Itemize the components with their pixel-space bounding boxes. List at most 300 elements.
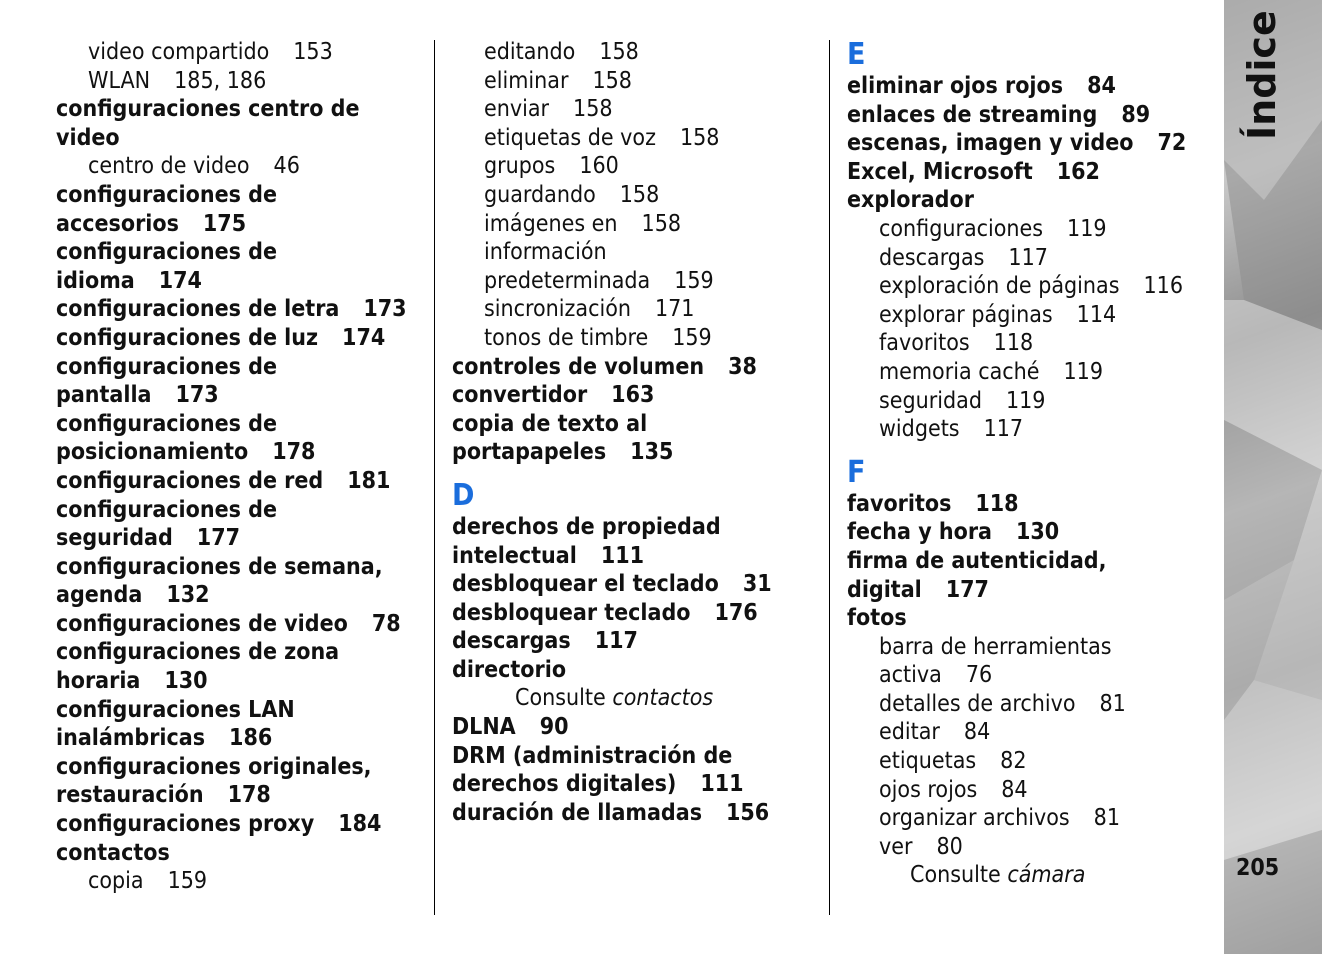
entry-line	[879, 747, 1217, 776]
entry-term: etiquetas de voz	[484, 124, 656, 151]
see-target: contactos	[612, 685, 714, 712]
column-divider	[434, 40, 435, 915]
index-subentry	[452, 67, 822, 96]
entry-pages: 162	[1056, 158, 1100, 185]
index-entry	[56, 295, 426, 324]
index-entry	[452, 599, 822, 628]
entry-pages: 38	[728, 353, 757, 380]
entry-line	[56, 581, 426, 610]
entry-line	[847, 604, 1217, 633]
index-entry	[452, 570, 822, 599]
index-entry	[56, 810, 426, 839]
entry-term: activa	[879, 662, 942, 689]
entry-term: video compartido	[88, 39, 270, 65]
entry-term: derechos de propiedad	[452, 513, 721, 540]
entry-term: predeterminada	[484, 267, 651, 294]
index-entry	[847, 518, 1217, 547]
index-subentry	[847, 804, 1217, 833]
entry-line	[879, 690, 1217, 719]
entry-term: desbloquear el teclado	[452, 571, 719, 598]
entry-term: ojos rojos	[879, 776, 978, 803]
index-subentry	[847, 776, 1217, 805]
entry-term: eliminar ojos rojos	[847, 73, 1064, 99]
entry-pages: 117	[983, 416, 1024, 443]
entry-pages: 84	[1087, 73, 1116, 99]
entry-pages: 117	[1008, 244, 1048, 271]
entry-pages: 118	[993, 330, 1034, 357]
entry-pages: 130	[164, 668, 208, 695]
index-entry	[847, 186, 1217, 215]
index-subentry	[847, 633, 1217, 690]
index-entry	[56, 238, 426, 295]
index-subentry	[56, 38, 426, 67]
index-subentry	[56, 152, 426, 181]
entry-term: favoritos	[847, 490, 952, 517]
entry-term: descargas	[452, 628, 571, 655]
entry-pages: 132	[166, 582, 210, 609]
entry-term: duración de llamadas	[452, 799, 703, 826]
entry-line	[56, 610, 426, 639]
entry-line	[484, 295, 822, 324]
entry-term: fecha y hora	[847, 519, 992, 546]
entry-pages: 84	[1001, 776, 1028, 803]
entry-line	[879, 244, 1217, 273]
entry-term: favoritos	[879, 330, 970, 357]
entry-term: información	[484, 239, 607, 266]
entry-line	[452, 353, 822, 382]
entry-pages: 156	[726, 799, 770, 826]
entry-pages: 80	[936, 833, 963, 860]
index-entry	[56, 467, 426, 496]
entry-term: configuraciones	[879, 215, 1044, 242]
index-entry	[56, 95, 426, 152]
tab-background-pattern	[1224, 0, 1322, 954]
entry-pages: 186	[229, 725, 273, 752]
index-letter-heading: F	[847, 454, 866, 490]
entry-term: editando	[484, 39, 576, 65]
entry-line	[879, 804, 1217, 833]
index-subentry	[847, 244, 1217, 273]
entry-term: seguridad	[879, 387, 982, 414]
section-tab	[1224, 0, 1322, 954]
index-entry	[847, 604, 1217, 633]
index-entry	[847, 490, 1217, 519]
entry-term: configuraciones de	[56, 181, 277, 208]
index-entry	[452, 799, 822, 828]
entry-pages: 175	[202, 210, 247, 237]
entry-line	[56, 667, 426, 696]
entry-pages: 185, 186	[174, 67, 267, 94]
entry-line	[56, 467, 426, 496]
entry-term: configuraciones de	[56, 496, 277, 523]
entry-pages: 177	[196, 525, 240, 552]
entry-pages: 130	[1016, 519, 1060, 546]
entry-line	[56, 295, 426, 324]
entry-term: configuraciones de semana,	[56, 553, 383, 580]
entry-line	[56, 410, 426, 439]
entry-line	[847, 186, 1217, 215]
entry-term: idioma	[56, 267, 135, 294]
entry-line	[56, 124, 426, 153]
entry-pages: 117	[594, 628, 638, 655]
entry-term: descargas	[879, 244, 985, 271]
index-entry	[452, 742, 822, 799]
entry-line	[452, 627, 822, 656]
entry-term: widgets	[879, 416, 960, 443]
entry-line	[56, 553, 426, 582]
entry-line	[484, 95, 822, 124]
entry-line	[879, 633, 1217, 662]
entry-pages: 158	[592, 67, 632, 94]
index-subentry	[847, 272, 1217, 301]
entry-line	[56, 724, 426, 753]
index-subentry	[452, 181, 822, 210]
entry-term: etiquetas	[879, 748, 977, 775]
entry-line	[879, 776, 1217, 805]
entry-term: configuraciones de letra	[56, 296, 340, 323]
entry-term: guardando	[484, 181, 596, 208]
entry-line	[452, 438, 822, 467]
entry-line	[847, 490, 1217, 519]
index-entry	[56, 610, 426, 639]
index-subentry	[452, 210, 822, 239]
entry-pages: 89	[1121, 101, 1151, 128]
entry-pages: 76	[965, 662, 993, 689]
entry-term: digital	[847, 576, 922, 603]
entry-line	[56, 810, 426, 839]
entry-pages: 46	[273, 153, 300, 180]
entry-term: pantalla	[56, 382, 152, 409]
entry-line	[879, 661, 1217, 690]
entry-term: configuraciones de zona	[56, 639, 340, 666]
entry-pages: 173	[175, 382, 219, 409]
entry-pages: 158	[641, 210, 682, 237]
entry-line	[847, 129, 1217, 158]
entry-line	[847, 158, 1217, 187]
entry-line	[88, 867, 426, 896]
entry-term: intelectual	[452, 542, 577, 569]
entry-line	[452, 513, 822, 542]
index-entry	[452, 353, 822, 382]
entry-term: enlaces de streaming	[847, 101, 1098, 128]
entry-pages: 177	[945, 576, 989, 603]
index-subentry	[452, 38, 822, 67]
index-entry	[56, 839, 426, 868]
page-number: 205	[1236, 855, 1280, 881]
entry-pages: 159	[672, 324, 712, 351]
entry-line	[56, 381, 426, 410]
entry-line	[484, 124, 822, 153]
entry-term: Excel, Microsoft	[847, 158, 1033, 185]
entry-pages: 116	[1143, 273, 1184, 300]
entry-pages: 174	[158, 267, 202, 294]
entry-line	[847, 518, 1217, 547]
entry-line	[452, 542, 822, 571]
index-entry	[56, 696, 426, 753]
entry-term: configuraciones LAN	[56, 696, 295, 723]
index-entry	[56, 553, 426, 610]
entry-pages: 135	[630, 439, 674, 466]
entry-pages: 90	[539, 714, 569, 741]
entry-pages: 119	[1067, 215, 1107, 242]
entry-term: detalles de archivo	[879, 690, 1076, 717]
index-entry	[452, 627, 822, 656]
entry-term: copia de texto al	[452, 410, 648, 437]
index-entry	[56, 181, 426, 238]
index-entry	[56, 753, 426, 810]
entry-term: controles de volumen	[452, 353, 705, 380]
index-subentry	[847, 747, 1217, 776]
entry-line	[879, 272, 1217, 301]
index-subentry	[847, 215, 1217, 244]
index-subentry	[452, 124, 822, 153]
entry-term: portapapeles	[452, 439, 607, 466]
entry-line	[879, 415, 1217, 444]
entry-line	[56, 524, 426, 553]
entry-line	[88, 38, 426, 67]
index-entry	[56, 410, 426, 467]
entry-pages: 158	[619, 181, 660, 208]
entry-term: tonos de timbre	[484, 324, 649, 351]
entry-term: enviar	[484, 96, 550, 123]
entry-line	[847, 576, 1217, 605]
entry-term: sincronización	[484, 296, 631, 323]
index-entry	[452, 656, 822, 685]
entry-term: copia	[88, 868, 144, 895]
entry-line	[452, 713, 822, 742]
entry-term: DLNA	[452, 714, 516, 741]
index-subentry	[847, 833, 1217, 862]
entry-pages: 174	[342, 324, 386, 351]
entry-term: configuraciones proxy	[56, 811, 315, 838]
entry-term: accesorios	[56, 210, 179, 237]
entry-pages: 111	[600, 542, 645, 569]
entry-line	[484, 152, 822, 181]
index-entry	[847, 158, 1217, 187]
entry-term: video	[56, 124, 120, 151]
entry-line	[452, 381, 822, 410]
entry-line	[56, 181, 426, 210]
entry-line	[56, 95, 426, 124]
entry-pages: 181	[347, 467, 391, 494]
entry-pages: 153	[293, 39, 333, 65]
entry-line	[847, 101, 1217, 130]
entry-term: fotos	[847, 605, 907, 632]
entry-line	[56, 638, 426, 667]
entry-term: contactos	[56, 839, 170, 866]
entry-pages: 173	[363, 296, 407, 323]
entry-pages: 158	[573, 96, 613, 123]
entry-pages: 78	[371, 610, 401, 637]
index-entry	[56, 496, 426, 553]
entry-pages: 118	[975, 490, 1019, 517]
index-subentry	[56, 867, 426, 896]
index-entry	[847, 72, 1217, 101]
entry-line	[452, 599, 822, 628]
entry-term: configuraciones de	[56, 239, 277, 266]
entry-line	[56, 839, 426, 868]
entry-pages: 82	[1000, 748, 1027, 775]
entry-pages: 158	[679, 124, 720, 151]
see-target: cámara	[1007, 862, 1086, 889]
entry-term: agenda	[56, 582, 143, 609]
entry-line	[484, 181, 822, 210]
entry-pages: 159	[167, 868, 208, 895]
entry-term: eliminar	[484, 67, 569, 94]
entry-pages: 114	[1076, 301, 1117, 328]
entry-term: memoria caché	[879, 358, 1040, 385]
entry-term: firma de autenticidad,	[847, 547, 1107, 574]
index-subentry	[452, 95, 822, 124]
index-entry	[56, 353, 426, 410]
entry-term: convertidor	[452, 382, 588, 409]
entry-line	[56, 353, 426, 382]
entry-term: horaria	[56, 668, 141, 695]
entry-term: configuraciones de	[56, 353, 277, 380]
entry-term: WLAN	[88, 67, 151, 94]
entry-line	[847, 72, 1217, 101]
entry-pages: 171	[654, 296, 695, 323]
entry-term: explorar páginas	[879, 301, 1053, 328]
entry-term: organizar archivos	[879, 805, 1070, 832]
index-subentry	[847, 358, 1217, 387]
entry-line	[484, 210, 822, 239]
index-entry	[847, 129, 1217, 158]
entry-line	[452, 656, 822, 685]
entry-pages: 160	[579, 153, 619, 180]
entry-line	[484, 324, 822, 353]
index-subentry	[847, 329, 1217, 358]
entry-term: escenas, imagen y video	[847, 130, 1134, 157]
index-column-2	[452, 38, 822, 827]
entry-term: configuraciones centro de	[56, 96, 360, 123]
index-letter-heading: D	[452, 477, 475, 513]
see-reference	[847, 861, 1217, 890]
index-subentry	[452, 324, 822, 353]
entry-term: configuraciones de	[56, 410, 277, 437]
entry-line	[879, 329, 1217, 358]
entry-pages: 178	[227, 782, 271, 809]
entry-line	[879, 215, 1217, 244]
entry-line	[56, 238, 426, 267]
index-subentry	[847, 415, 1217, 444]
entry-line	[452, 410, 822, 439]
entry-line	[56, 324, 426, 353]
entry-term: explorador	[847, 187, 974, 214]
column-divider	[829, 40, 830, 915]
entry-pages: 159	[674, 267, 714, 294]
entry-term: seguridad	[56, 525, 173, 552]
index-subentry	[847, 718, 1217, 747]
entry-term: editar	[879, 719, 940, 746]
entry-term: directorio	[452, 656, 567, 683]
entry-line	[879, 358, 1217, 387]
entry-pages: 119	[1063, 358, 1103, 385]
entry-term: DRM (administración de	[452, 742, 733, 769]
index-entry	[452, 381, 822, 410]
index-subentry	[452, 238, 822, 295]
entry-line	[56, 496, 426, 525]
entry-pages: 158	[599, 39, 639, 65]
entry-line	[88, 152, 426, 181]
entry-term: exploración de páginas	[879, 273, 1120, 300]
see-prefix: Consulte	[910, 862, 1001, 889]
index-entry	[452, 713, 822, 742]
entry-line	[56, 753, 426, 782]
index-entry	[847, 101, 1217, 130]
index-entry	[452, 513, 822, 570]
index-subentry	[847, 690, 1217, 719]
entry-pages: 81	[1099, 690, 1126, 717]
index-subentry	[452, 295, 822, 324]
index-subentry	[452, 152, 822, 181]
entry-term: configuraciones de red	[56, 467, 324, 494]
entry-term: desbloquear teclado	[452, 599, 691, 626]
entry-line	[56, 696, 426, 725]
entry-pages: 31	[742, 571, 772, 598]
entry-term: imágenes en	[484, 210, 618, 237]
index-entry	[452, 410, 822, 467]
entry-line	[879, 718, 1217, 747]
see-prefix: Consulte	[515, 685, 606, 712]
entry-term: inalámbricas	[56, 725, 206, 752]
entry-line	[452, 770, 822, 799]
entry-line	[56, 267, 426, 296]
entry-line	[879, 833, 1217, 862]
index-entry	[847, 547, 1217, 604]
entry-term: configuraciones originales,	[56, 753, 372, 780]
entry-term: centro de video	[88, 153, 250, 180]
entry-term: derechos digitales)	[452, 771, 677, 798]
entry-term: barra de herramientas	[879, 633, 1112, 660]
entry-line	[879, 301, 1217, 330]
entry-pages: 111	[700, 771, 744, 798]
entry-line	[88, 67, 426, 96]
entry-line	[452, 742, 822, 771]
entry-pages: 178	[272, 439, 316, 466]
entry-line	[484, 267, 822, 296]
entry-line	[484, 67, 822, 96]
entry-pages: 72	[1157, 130, 1187, 157]
section-title: Índice	[1240, 10, 1284, 140]
entry-pages: 176	[714, 599, 758, 626]
index-subentry	[847, 301, 1217, 330]
index-subentry	[847, 387, 1217, 416]
entry-line	[847, 547, 1217, 576]
entry-pages: 119	[1005, 387, 1046, 414]
index-entry	[56, 324, 426, 353]
entry-term: grupos	[484, 153, 556, 180]
entry-line	[879, 387, 1217, 416]
entry-term: posicionamiento	[56, 439, 249, 466]
entry-term: configuraciones de video	[56, 610, 348, 637]
entry-line	[452, 799, 822, 828]
entry-line	[56, 438, 426, 467]
entry-pages: 81	[1093, 805, 1120, 832]
entry-line	[56, 781, 426, 810]
entry-term: restauración	[56, 782, 204, 809]
index-column-3	[847, 38, 1217, 890]
index-subentry	[56, 67, 426, 96]
see-reference	[452, 684, 822, 713]
index-column-1	[56, 38, 426, 896]
entry-term: ver	[879, 833, 913, 860]
entry-pages: 184	[338, 811, 382, 838]
index-entry	[56, 638, 426, 695]
entry-line	[484, 238, 822, 267]
entry-pages: 84	[963, 719, 991, 746]
index-letter-heading: E	[847, 37, 866, 72]
